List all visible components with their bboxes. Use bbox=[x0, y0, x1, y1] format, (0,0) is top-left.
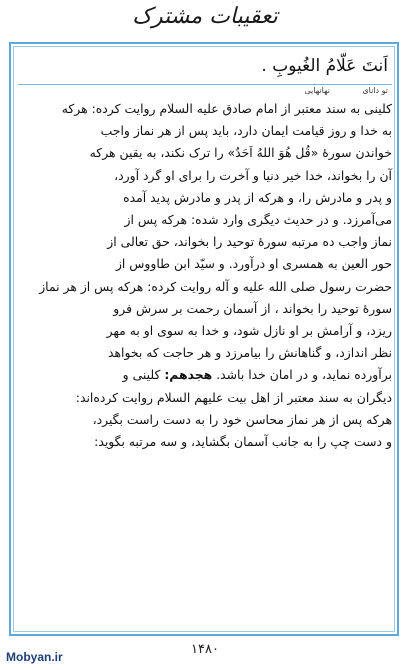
gloss-1: تو دانای bbox=[362, 86, 388, 95]
watermark-text: Mobyan.ir bbox=[6, 650, 63, 664]
body-line: نماز واجب ده مرتبه سورهٔ توحید را بخواند، حق تعالی از bbox=[107, 234, 392, 250]
body-line: آن را بخواند، خدا خیر دنیا و آخرت را برای او گرد آورد، bbox=[114, 167, 392, 183]
body-line: نظر اندازد، و گناهانش را بیامرزد و هر حاجت که بخواهد bbox=[108, 345, 392, 361]
body-line: می‌آمرزد. و در حدیث دیگری وارد شده: هرکه پس از bbox=[124, 212, 392, 228]
section-label: هجدهم: bbox=[164, 367, 213, 383]
body-text bbox=[18, 98, 392, 453]
page-header-title: تعقیبات مشترک bbox=[132, 4, 278, 29]
body-line: به خدا و روز قیامت ایمان دارد، باید پس از هر نماز واجب bbox=[100, 123, 392, 139]
body-line: حضرت رسول صلی الله علیه و آله روایت کرده: هرکه پس از هر نماز bbox=[39, 278, 392, 294]
body-line-mixed bbox=[18, 364, 392, 386]
page-number: ۱۴۸۰ bbox=[191, 642, 219, 657]
body-line: حور العین به همسری او درآورد. و سیّد ابن طاووس از bbox=[115, 256, 392, 272]
body-line-text: برآورده نماید، و در امان خدا باشد. bbox=[216, 367, 392, 383]
body-line: ریزد، و آرامش بر او نازل شود، و خدا به سوی او به مهر bbox=[106, 323, 392, 339]
body-line: هرکه پس از هر نماز محاسن خود را به دست راست بگیرد، bbox=[92, 411, 392, 427]
verse-text: اَنتَ عَلّامُ الغُیوبِ . bbox=[261, 56, 388, 76]
body-line: سورهٔ توحید را بخواند ، از آسمان رحمت بر سرش فرو bbox=[113, 300, 392, 316]
body-line: دیگران به سند معتبر از اهل بیت علیهم السلام روایت کرده‌اند: bbox=[75, 389, 392, 405]
body-line-tail: کلینی و bbox=[122, 367, 165, 383]
body-line: و دست چپ را به جانب آسمان بگشاید، و سه مرتبه بگوید: bbox=[94, 434, 392, 450]
body-line: خواندن سورهٔ «قُل هُوَ اللهُ اَحَدٌ» را ترک نکند، به یقین هرکه bbox=[89, 145, 392, 161]
body-line: کلینی به سند معتبر از امام صادق علیه السلام روایت کرده: هرکه bbox=[61, 101, 392, 116]
gloss-2: نهانهایی bbox=[304, 86, 330, 95]
verse-divider bbox=[18, 84, 392, 85]
body-line: و پدر و مادرش را، و هرکه از پدر و مادرش پدید آمده bbox=[123, 189, 392, 205]
